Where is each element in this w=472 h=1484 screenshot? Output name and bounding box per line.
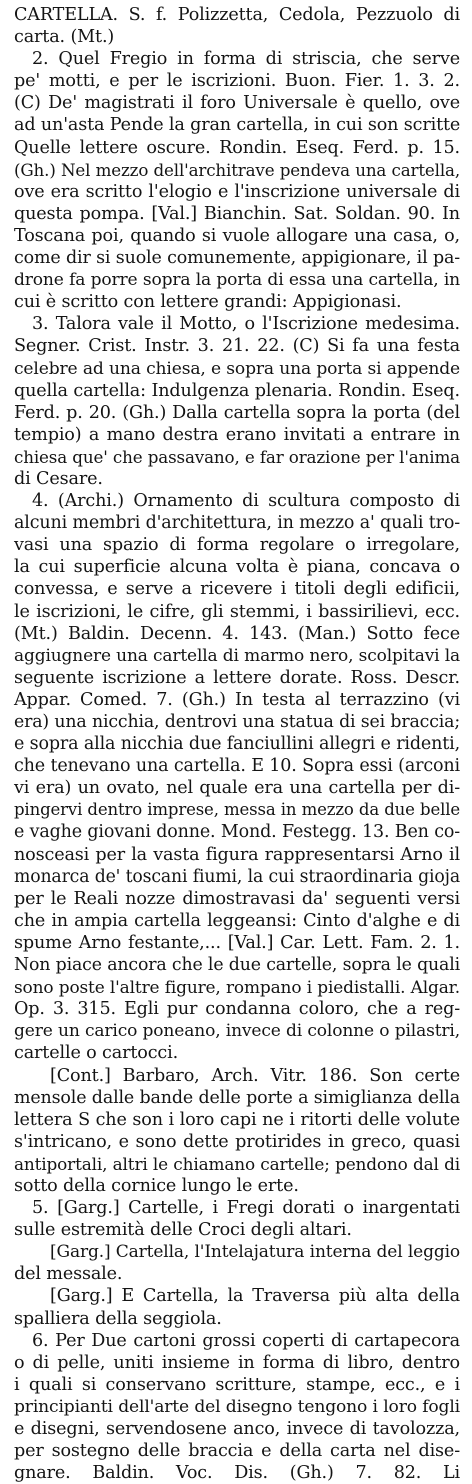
text-line: i quali si conservano scritture, stampe, ecc., e i	[14, 1374, 460, 1395]
text-line: la cui superficie alcuna volta è piana, concava o	[14, 557, 460, 578]
text-line: antiportali, altri le chiamano cartelle; pendono dal di	[14, 1153, 460, 1174]
text-line: vasi una spazio di forma regolare o irregolare,	[14, 535, 460, 556]
text-line: gnare. Baldin. Voc. Dis. (Gh.) 7. 82. Li	[14, 1463, 460, 1484]
text-line: 4. (Archi.) Ornamento di scultura composto di	[32, 491, 460, 512]
text-line: convessa, e serve a ricevere i titoli degli edificii,	[14, 579, 460, 600]
text-line: quella cartella: Indulgenza plenaria. Rondin. Eseq.	[14, 380, 460, 401]
text-line: 3. Talora vale il Motto, o l'Iscrizione medesima.	[32, 314, 460, 335]
text-line: e disegni, servendosene anco, invece di tavolozza,	[14, 1419, 460, 1439]
text-line: gere un carico poneano, invece di colonne o pilastri,	[14, 1021, 460, 1042]
text-line: carta. (Mt.)	[14, 27, 115, 48]
text-line: drone fa porre sopra la porta di essa una cartella, in	[14, 270, 460, 291]
text-line: era) una nicchia, dentrovi una statua di sei braccia;	[14, 712, 461, 732]
text-line: che in ampia cartella leggeansi: Cinto d'alghe e di	[14, 910, 460, 931]
text-line: nosceasi per la vasta figura rappresentarsi Arno il	[14, 844, 460, 865]
text-line: [Garg.] E Cartella, la Traversa più alta della	[50, 1286, 460, 1307]
text-line: vi era) un ovato, nel quale era una cartella per di-	[14, 778, 460, 799]
text-line: alcuni membri d'architettura, in mezzo a' quali tro-	[14, 513, 460, 534]
text-line: le iscrizioni, le cifre, gli stemmi, i bassirilievi, ecc.	[14, 601, 460, 622]
text-line: sono poste l'altre figure, rompano i piedistalli. Algar.	[14, 977, 460, 998]
text-line: Ferd. p. 20. (Gh.) Dalla cartella sopra la porta (del	[14, 402, 460, 423]
text-line: spume Arno festante,... [Val.] Car. Lett. Fam. 2. 1.	[14, 932, 460, 953]
text-line: 6. Per Due cartoni grossi coperti di cartapecora	[32, 1330, 460, 1351]
text-line: 2. Quel Fregio in forma di striscia, che serve	[32, 49, 460, 70]
text-line: principianti dell'arte del disegno tengono i loro fogli	[14, 1396, 460, 1417]
text-line: del messale.	[14, 1264, 123, 1285]
text-line: ove era scritto l'elogio e l'inscrizione universale di	[14, 181, 460, 202]
text-line: monarca de' toscani fiumi, la cui straordinaria gioja	[14, 866, 460, 887]
text-line: tempio) a mano destra erano invitati a entrare in	[14, 424, 460, 445]
text-line: Op. 3. 315. Egli pur condanna coloro, che a reg-	[14, 999, 460, 1020]
text-line: di Cesare.	[14, 468, 103, 489]
text-line: (Mt.) Baldin. Decenn. 4. 143. (Man.) Sotto fece	[14, 623, 460, 644]
text-line: e sopra alla nicchia due fanciullini allegri e ridenti,	[14, 734, 460, 755]
text-line: seguente iscrizione a lettere dorate. Ross. Descr.	[14, 667, 460, 688]
text-line: Segner. Crist. Instr. 3. 21. 22. (C) Si fa una festa	[14, 336, 460, 357]
text-line: Non piace ancora che le due cartelle, sopra le quali	[14, 955, 460, 976]
text-line: ad un'asta Pende la gran cartella, in cui son scritte	[14, 115, 461, 136]
text-line: s'intricano, e sono dette protirides in greco, quasi	[14, 1131, 460, 1152]
text-line: aggiugnere una cartella di marmo nero, scolpitavi la	[14, 645, 460, 666]
text-line: per sostegno delle braccia e della carta nel dise-	[14, 1441, 460, 1462]
text-line: 5. [Garg.] Cartelle, i Fregi dorati o inargentati	[32, 1198, 460, 1219]
text-line: chiesa que' che passavano, e far orazione per l'anima	[14, 446, 460, 467]
text-line: o di pelle, uniti insieme in forma di libro, dentro	[14, 1352, 460, 1373]
text-line: pe' motti, e per le iscrizioni. Buon. Fier. 1. 3. 2.	[14, 71, 460, 92]
dictionary-entry	[14, 4, 460, 1484]
text-line: cartelle o cartocci.	[14, 1043, 179, 1064]
text-line: Appar. Comed. 7. (Gh.) In testa al terrazzino (vi	[14, 689, 460, 710]
text-line: che tenevano una cartella. E 10. Sopra essi (arconi	[14, 756, 460, 777]
text-line: [Garg.] Cartella, l'Intelajatura interna del leggio	[50, 1242, 460, 1263]
text-line: sulle estremità delle Croci degli altari.	[14, 1220, 352, 1241]
text-line: lettera S che son i loro capi ne i ritorti delle volute	[14, 1109, 460, 1130]
text-line: e vaghe giovani donne. Mond. Festegg. 13. Ben co-	[14, 822, 460, 843]
text-line: (Gh.) Nel mezzo dell'architrave pendeva una cartella,	[14, 159, 460, 180]
text-line: (C) De' magistrati il foro Universale è quello, ove	[14, 93, 460, 114]
text-line: Toscana poi, quando si vuole allogare una casa, o,	[14, 225, 460, 246]
text-line: per le Reali nozze dimostravasi da' seguenti versi	[14, 888, 460, 909]
text-line: CARTELLA. S. f. Polizzetta, Cedola, Pezzuolo di	[14, 5, 460, 25]
text-line: cui è scritto con lettere grandi: Appigionasi.	[14, 292, 402, 313]
text-line: celebre ad una chiesa, e sopra una porta si appende	[14, 358, 460, 379]
text-line: mensole dalle bande delle porte a simiglianza della	[14, 1087, 460, 1108]
text-line: spalliera della seggiola.	[14, 1308, 222, 1329]
entry-text	[14, 4, 460, 1484]
text-line: Quelle lettere oscure. Rondin. Eseq. Ferd. p. 15.	[14, 137, 460, 158]
text-line: pingervi dentro imprese, messa in mezzo da due belle	[14, 800, 460, 820]
text-line: come dir si suole comunemente, appigionare, il pa-	[14, 248, 460, 269]
text-line: questa pompa. [Val.] Bianchin. Sat. Soldan. 90. In	[14, 203, 460, 224]
text-line: sotto della cornice lungo le erte.	[14, 1175, 299, 1196]
text-line: [Cont.] Barbaro, Arch. Vitr. 186. Son certe	[50, 1065, 460, 1086]
